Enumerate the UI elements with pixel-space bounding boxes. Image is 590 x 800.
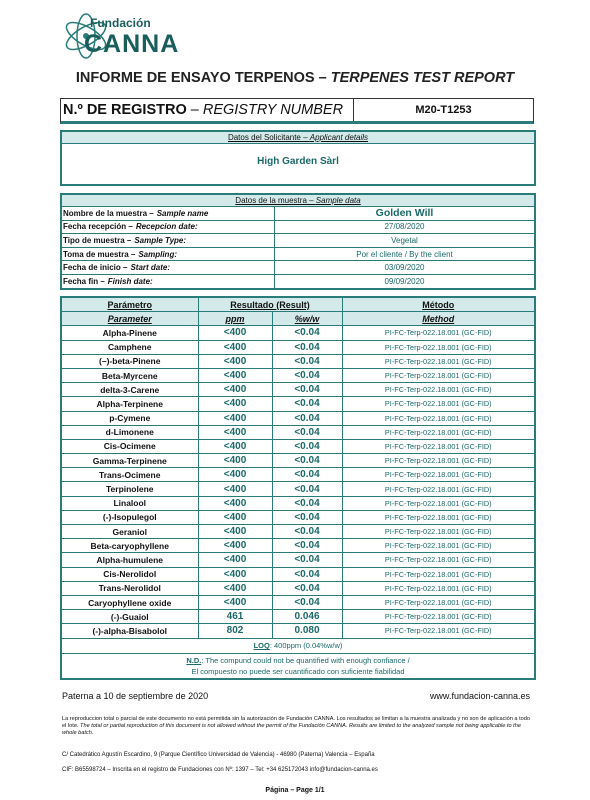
fundacion-canna-logo xyxy=(62,8,192,64)
website-link[interactable]: www.fundacion-canna.es xyxy=(429,691,530,701)
row-parameter: Alpha-humulene xyxy=(62,553,198,567)
row-parameter: (-)-Guaiol xyxy=(62,610,198,624)
row-parameter: Beta-caryophyllene xyxy=(62,539,198,553)
row-ppm: 802 xyxy=(198,624,272,638)
sample-row xyxy=(62,233,534,247)
registry-number: M20-T1253 xyxy=(353,99,533,121)
table-row xyxy=(62,397,534,411)
sample-header-es: Datos de la muestra – xyxy=(235,196,316,205)
loq-note xyxy=(62,638,534,653)
sample-row-label: Nombre de la muestra – Sample name xyxy=(62,207,275,220)
row-ppm: 461 xyxy=(198,610,272,624)
row-parameter: Terpinolene xyxy=(62,482,198,496)
row-ppm: <400 xyxy=(198,411,272,425)
sample-row xyxy=(62,260,534,274)
disclaimer xyxy=(62,716,532,737)
applicant-section xyxy=(60,130,536,186)
row-pct: 0.046 xyxy=(272,610,342,624)
row-parameter: p-Cymene xyxy=(62,411,198,425)
row-ppm: <400 xyxy=(198,383,272,397)
row-pct: <0.04 xyxy=(272,354,342,368)
table-row xyxy=(62,581,534,595)
table-row xyxy=(62,368,534,382)
report-title-en: TERPENES TEST REPORT xyxy=(330,70,515,86)
registry-label-es: N.º DE REGISTRO xyxy=(63,102,187,118)
row-method: PI-FC-Terp-022.18.001 (GC-FID) xyxy=(342,439,534,453)
loq-label: LOQ xyxy=(253,641,270,650)
row-pct: 0.080 xyxy=(272,624,342,638)
row-pct: <0.04 xyxy=(272,397,342,411)
cif-contact: CIF: B65598724 – Inscrita en el registro de Fundaciones con Nº: 1397 – Tel: +34 625172043 info@fundacion-canna.es xyxy=(62,767,378,773)
report-title xyxy=(0,70,590,86)
table-row xyxy=(62,539,534,553)
results-body xyxy=(62,326,534,638)
row-ppm: <400 xyxy=(198,368,272,382)
row-pct: <0.04 xyxy=(272,510,342,524)
row-pct: <0.04 xyxy=(272,581,342,595)
sample-row-value: 03/09/2020 xyxy=(384,263,425,273)
row-parameter: Trans-Nerolidol xyxy=(62,581,198,595)
sample-section xyxy=(60,193,536,290)
col-result: Resultado (Result) xyxy=(198,298,342,312)
nd-line2: El compuesto no puede ser cuantificado con suficiente fiabilidad xyxy=(191,666,405,676)
row-method: PI-FC-Terp-022.18.001 (GC-FID) xyxy=(342,525,534,539)
sample-row-value: 27/08/2020 xyxy=(384,222,425,232)
address: C/ Catedrático Agustín Escardino, 9 (Parque Científico Universidad de Valencia) - 46980 (Paterna) Valencia – España xyxy=(62,752,375,758)
row-ppm: <400 xyxy=(198,581,272,595)
logo-line2: CANNA xyxy=(84,30,180,58)
sample-row-value: 09/09/2020 xyxy=(384,276,425,286)
registry-box xyxy=(60,98,534,124)
place-date: Paterna a 10 de septiembre de 2020 xyxy=(62,691,209,701)
registry-label-en: – REGISTRY NUMBER xyxy=(186,102,344,118)
sample-rows xyxy=(62,206,534,288)
table-row xyxy=(62,595,534,609)
sample-row-label: Fecha de inicio – Start date: xyxy=(62,261,275,274)
table-row xyxy=(62,610,534,624)
row-ppm: <400 xyxy=(198,539,272,553)
table-row xyxy=(62,411,534,425)
table-row xyxy=(62,439,534,453)
sample-row xyxy=(62,220,534,234)
row-ppm: <400 xyxy=(198,326,272,340)
table-row xyxy=(62,624,534,638)
sample-row-value: Vegetal xyxy=(391,235,418,245)
col-pct: %w/w xyxy=(272,312,342,326)
applicant-header-en: Applicant details xyxy=(309,133,369,142)
disclaimer-en: The total or partial reproduction of this document is not allowed without the permit of the Fundación CANNA. Results are limited to the analyzed sample not being applicable to the whole batch. xyxy=(62,723,521,736)
row-parameter: d-Limonene xyxy=(62,425,198,439)
row-ppm: <400 xyxy=(198,525,272,539)
row-pct: <0.04 xyxy=(272,326,342,340)
disclaimer-es: La reproduccion total o parcial de este documento no está permitida sin la autorización de Fundación CANNA. Los resultados se limitan a la muestra analizada y no son de aplicación a todo el lote. xyxy=(62,716,530,729)
row-parameter: Alpha-Terpinene xyxy=(62,397,198,411)
row-pct: <0.04 xyxy=(272,482,342,496)
row-ppm: <400 xyxy=(198,397,272,411)
row-ppm: <400 xyxy=(198,454,272,468)
row-parameter: (–)-beta-Pinene xyxy=(62,354,198,368)
row-pct: <0.04 xyxy=(272,383,342,397)
row-parameter: Linalool xyxy=(62,496,198,510)
row-parameter: Cis-Nerolidol xyxy=(62,567,198,581)
row-ppm: <400 xyxy=(198,496,272,510)
nd-line1: : The compund could not be quantified with enough confiance / xyxy=(201,655,410,665)
applicant-name: High Garden Sàrl xyxy=(257,156,339,167)
row-pct: <0.04 xyxy=(272,539,342,553)
row-pct: <0.04 xyxy=(272,425,342,439)
row-pct: <0.04 xyxy=(272,553,342,567)
logo-line1: Fundación xyxy=(90,16,151,30)
row-method: PI-FC-Terp-022.18.001 (GC-FID) xyxy=(342,454,534,468)
row-pct: <0.04 xyxy=(272,525,342,539)
sample-row xyxy=(62,274,534,288)
row-pct: <0.04 xyxy=(272,595,342,609)
results-table xyxy=(60,296,536,680)
nd-note xyxy=(62,653,534,678)
row-method: PI-FC-Terp-022.18.001 (GC-FID) xyxy=(342,624,534,638)
row-method: PI-FC-Terp-022.18.001 (GC-FID) xyxy=(342,610,534,624)
row-method: PI-FC-Terp-022.18.001 (GC-FID) xyxy=(342,383,534,397)
col-ppm: ppm xyxy=(198,312,272,326)
col-parameter-en: Parameter xyxy=(62,312,198,326)
row-ppm: <400 xyxy=(198,482,272,496)
row-method: PI-FC-Terp-022.18.001 (GC-FID) xyxy=(342,354,534,368)
page-number: Página – Page 1/1 xyxy=(265,787,325,794)
row-parameter: Beta-Myrcene xyxy=(62,368,198,382)
row-ppm: <400 xyxy=(198,553,272,567)
row-ppm: <400 xyxy=(198,468,272,482)
applicant-header-es: Datos del Solicitante – xyxy=(227,133,310,142)
row-parameter: (-)-alpha-Bisabolol xyxy=(62,624,198,638)
row-method: PI-FC-Terp-022.18.001 (GC-FID) xyxy=(342,496,534,510)
row-pct: <0.04 xyxy=(272,411,342,425)
table-row xyxy=(62,454,534,468)
table-row xyxy=(62,553,534,567)
row-pct: <0.04 xyxy=(272,468,342,482)
sample-row-label: Fecha fin – Finish date: xyxy=(62,275,275,288)
sample-row-label: Fecha recepción – Recepcion date: xyxy=(62,221,275,234)
table-row xyxy=(62,468,534,482)
row-method: PI-FC-Terp-022.18.001 (GC-FID) xyxy=(342,539,534,553)
row-method: PI-FC-Terp-022.18.001 (GC-FID) xyxy=(342,340,534,354)
sample-row-value: Golden Will xyxy=(375,207,434,220)
row-parameter: Geraniol xyxy=(62,525,198,539)
row-parameter: Alpha-Pinene xyxy=(62,326,198,340)
row-parameter: Caryophyllene oxide xyxy=(62,595,198,609)
loq-value: : 400ppm (0.04%w/w) xyxy=(269,641,343,650)
table-row xyxy=(62,567,534,581)
row-parameter: Gamma-Terpinene xyxy=(62,454,198,468)
row-ppm: <400 xyxy=(198,354,272,368)
table-row xyxy=(62,354,534,368)
table-row xyxy=(62,425,534,439)
row-ppm: <400 xyxy=(198,340,272,354)
row-method: PI-FC-Terp-022.18.001 (GC-FID) xyxy=(342,553,534,567)
row-ppm: <400 xyxy=(198,567,272,581)
row-ppm: <400 xyxy=(198,439,272,453)
row-method: PI-FC-Terp-022.18.001 (GC-FID) xyxy=(342,326,534,340)
row-pct: <0.04 xyxy=(272,454,342,468)
row-pct: <0.04 xyxy=(272,340,342,354)
row-method: PI-FC-Terp-022.18.001 (GC-FID) xyxy=(342,368,534,382)
sample-row-label: Toma de muestra – Sampling: xyxy=(62,248,275,261)
row-method: PI-FC-Terp-022.18.001 (GC-FID) xyxy=(342,510,534,524)
registry-label xyxy=(61,102,353,118)
sample-row xyxy=(62,206,534,220)
row-pct: <0.04 xyxy=(272,567,342,581)
table-row xyxy=(62,326,534,340)
sample-row-value: Por el cliente / By the client xyxy=(356,249,453,259)
row-pct: <0.04 xyxy=(272,439,342,453)
col-parameter-es: Parámetro xyxy=(62,298,198,312)
sample-header xyxy=(62,195,534,206)
table-row xyxy=(62,340,534,354)
row-pct: <0.04 xyxy=(272,368,342,382)
row-method: PI-FC-Terp-022.18.001 (GC-FID) xyxy=(342,482,534,496)
row-method: PI-FC-Terp-022.18.001 (GC-FID) xyxy=(342,425,534,439)
report-title-es: INFORME DE ENSAYO TERPENOS – xyxy=(75,70,331,86)
nd-label: N.D. xyxy=(186,655,202,665)
sample-header-en: Sample data xyxy=(315,196,361,205)
row-method: PI-FC-Terp-022.18.001 (GC-FID) xyxy=(342,567,534,581)
row-method: PI-FC-Terp-022.18.001 (GC-FID) xyxy=(342,411,534,425)
row-ppm: <400 xyxy=(198,425,272,439)
row-parameter: Cis-Ocimene xyxy=(62,439,198,453)
row-ppm: <400 xyxy=(198,595,272,609)
table-row xyxy=(62,510,534,524)
table-row xyxy=(62,383,534,397)
table-row xyxy=(62,496,534,510)
row-method: PI-FC-Terp-022.18.001 (GC-FID) xyxy=(342,581,534,595)
col-method-en: Method xyxy=(342,312,534,326)
row-ppm: <400 xyxy=(198,510,272,524)
row-method: PI-FC-Terp-022.18.001 (GC-FID) xyxy=(342,468,534,482)
applicant-header xyxy=(62,132,534,144)
sample-row xyxy=(62,247,534,261)
table-row xyxy=(62,482,534,496)
row-parameter: Camphene xyxy=(62,340,198,354)
row-parameter: (-)-Isopulegol xyxy=(62,510,198,524)
row-parameter: delta-3-Carene xyxy=(62,383,198,397)
row-method: PI-FC-Terp-022.18.001 (GC-FID) xyxy=(342,595,534,609)
sample-row-label: Tipo de muestra – Sample Type: xyxy=(62,234,275,247)
row-parameter: Trans-Ocimene xyxy=(62,468,198,482)
row-pct: <0.04 xyxy=(272,496,342,510)
row-method: PI-FC-Terp-022.18.001 (GC-FID) xyxy=(342,397,534,411)
col-method-es: Método xyxy=(342,298,534,312)
table-row xyxy=(62,525,534,539)
